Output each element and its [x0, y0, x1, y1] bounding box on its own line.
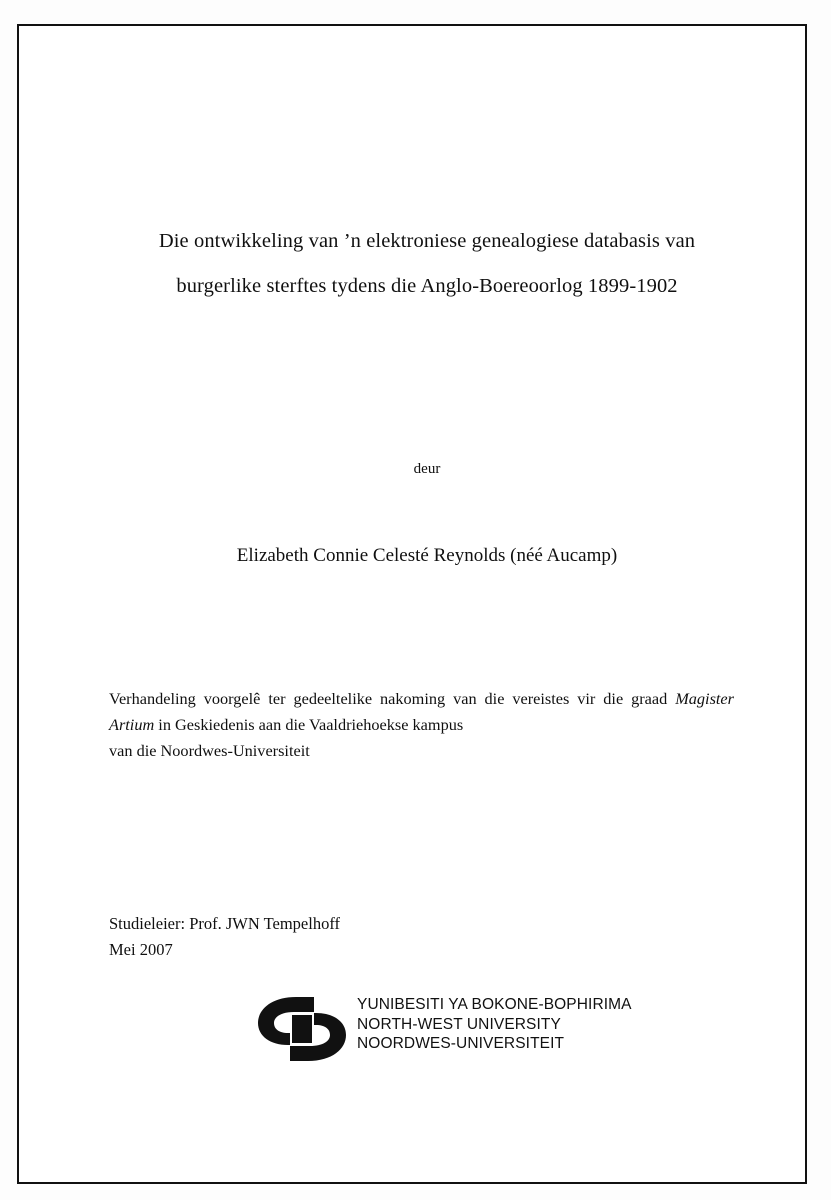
date-line: Mei 2007 [109, 940, 173, 959]
page-border [17, 24, 807, 1184]
university-logo [252, 991, 652, 1071]
statement-part-1: Verhandeling voorgelê ter gedeeltelike nakoming van die vereistes vir die graad [109, 689, 676, 708]
degree-name: Magister Artium [109, 689, 734, 734]
supervisor-line: Studieleier: Prof. JWN Tempelhoff [109, 914, 341, 933]
logo-line-1: YUNIBESITI YA BOKONE-BOPHIRIMA [357, 996, 632, 1013]
degree-statement [109, 686, 734, 764]
logo-line-2: NORTH-WEST UNIVERSITY [357, 1015, 561, 1033]
title-line-2: burgerlike sterftes tydens die Anglo-Boereoorlog 1899-1902 [176, 275, 678, 297]
logo-text [357, 995, 632, 1054]
north-west-university-logo-icon [252, 991, 352, 1067]
supervisor-block [109, 911, 729, 963]
page-title [107, 219, 747, 309]
statement-part-3: van die Noordwes-Universiteit [109, 741, 310, 760]
statement-part-2: in Geskiedenis aan die Vaaldriehoekse kampus [154, 715, 464, 734]
author-name: Elizabeth Connie Celesté Reynolds (néé Aucamp) [236, 545, 618, 566]
title-line-1: Die ontwikkeling van ’n elektroniese genealogiese databasis van [158, 230, 696, 252]
logo-line-3: NOORDWES-UNIVERSITEIT [357, 1035, 565, 1052]
by-label: deur [413, 461, 441, 477]
content-area [107, 26, 747, 1182]
